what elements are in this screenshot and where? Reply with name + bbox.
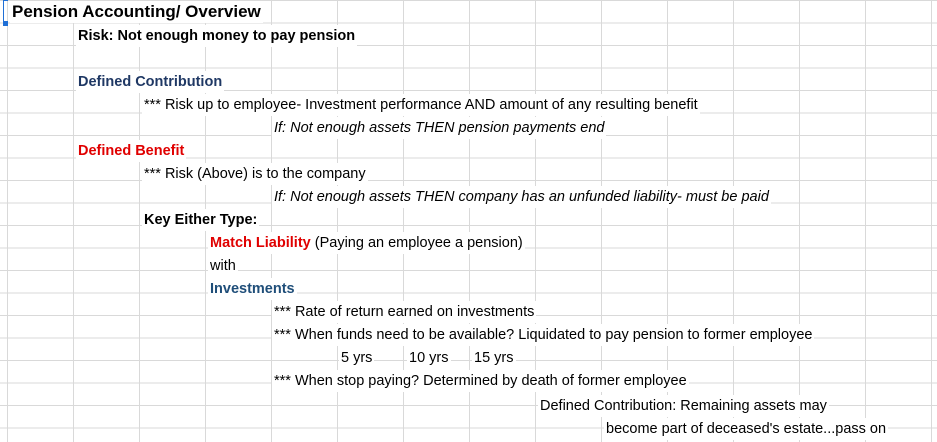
match-liability-cell[interactable] (208, 232, 525, 254)
dc-risk-line[interactable]: *** Risk up to employee- Investment performance AND amount of any resulting benefit (142, 94, 700, 116)
dc-remaining-assets-line[interactable]: Defined Contribution: Remaining assets may (538, 395, 829, 417)
defined-benefit-heading[interactable]: Defined Benefit (76, 140, 186, 162)
db-if-line[interactable]: If: Not enough assets THEN company has an unfunded liability- must be paid (272, 186, 771, 208)
match-liability-note: (Paying an employee a pension) (314, 235, 523, 251)
fill-handle[interactable] (3, 21, 8, 26)
years-5-cell[interactable]: 5 yrs (339, 347, 374, 369)
funds-available-line[interactable]: *** When funds need to be available? Liquidated to pay pension to former employee (272, 324, 814, 346)
title-cell[interactable]: Pension Accounting/ Overview (12, 2, 261, 21)
db-risk-line[interactable]: *** Risk (Above) is to the company (142, 163, 368, 185)
years-10-cell[interactable]: 10 yrs (407, 347, 451, 369)
risk-cell[interactable]: Risk: Not enough money to pay pension (76, 25, 357, 47)
stop-paying-line[interactable]: *** When stop paying? Determined by death of former employee (272, 370, 689, 392)
dc-if-line[interactable]: If: Not enough assets THEN pension payments end (272, 117, 606, 139)
investments-heading[interactable]: Investments (208, 278, 297, 300)
defined-contribution-heading[interactable]: Defined Contribution (76, 71, 224, 93)
years-15-cell[interactable]: 15 yrs (472, 347, 516, 369)
match-liability-label: Match Liability (210, 235, 311, 251)
key-either-type-heading[interactable]: Key Either Type: (142, 209, 259, 231)
with-cell[interactable]: with (208, 255, 238, 277)
rate-of-return-line[interactable]: *** Rate of return earned on investments (272, 301, 536, 323)
deceased-estate-line[interactable]: become part of deceased's estate...pass on (604, 418, 888, 440)
